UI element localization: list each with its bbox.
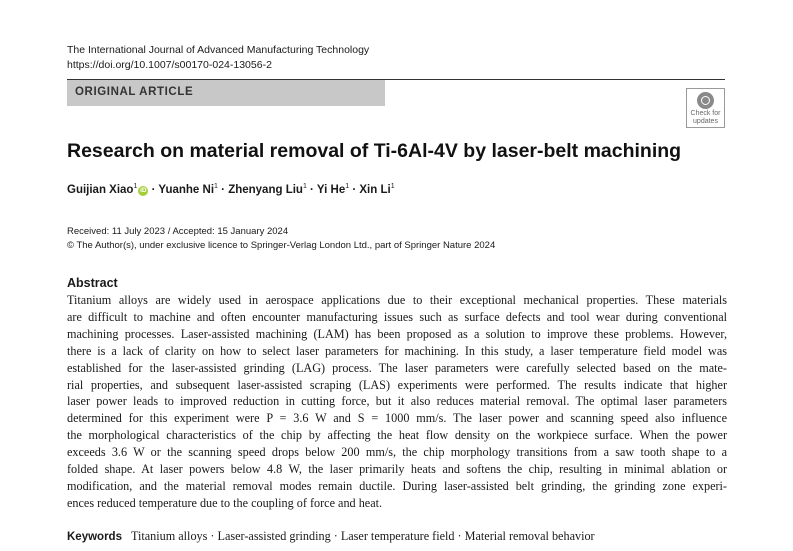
abstract-line: are difficult to machine and often encounter manufacturing issues such as surface defects and tool wear during conventional [67,309,727,324]
abstract-heading: Abstract [67,276,118,290]
keywords-list: Titanium alloys · Laser-assisted grinding · Laser temperature field · Material removal behavior [130,529,595,543]
copyright-notice: © The Author(s), under exclusive licence to Springer-Verlag London Ltd., part of Springer Nature 2024 [67,240,496,251]
abstract-line: established for the laser-assisted grinding (LAG) process. The laser parameters were carefully selected based on the mate- [67,360,727,375]
abstract-line: ences reduced temperature due to the coupling of force and heat. [67,495,383,510]
keywords-section [67,527,595,545]
author-separator: · [310,184,314,196]
orcid-icon[interactable]: iD [140,187,147,194]
article-title: Research on material removal of Ti-6Al-4V by laser-belt machining [67,140,682,162]
author-name[interactable]: Zhenyang Liu [228,184,303,196]
abstract-line: Titanium alloys are widely used in aerospace applications due to their exceptional mechanical properties. These materials [67,293,727,307]
author-affiliation: 1 [133,183,138,190]
abstract-line: exceeds 3.6 W or the scanning speed drops below 200 mm/s, the chip morphology transitions from a saw tooth shape to a [67,445,727,460]
author-separator: · [352,184,357,196]
author-name[interactable]: Yi He [316,184,346,196]
abstract-line: determined for this experiment were P = 3.6 W and S = 1000 mm/s. The laser power and scanning speed also influence [67,411,727,426]
article-type-label: ORIGINAL ARTICLE [75,86,194,98]
check-for-updates-button[interactable] [686,88,725,128]
author-list [67,184,395,196]
author-name[interactable]: Yuanhe Ni [158,184,215,196]
abstract-line: there is a lack of clarity on how to select laser parameters for machining. In this study, a laser temperature field model was [67,343,727,358]
abstract-body [67,292,727,512]
check-updates-label: Check for updates [690,110,721,125]
author-affiliation: 1 [345,183,350,190]
author-affiliation: 1 [214,183,218,190]
author-name[interactable]: Xin Li [359,184,391,196]
author-affiliation: 1 [302,183,307,190]
article-type-banner [67,80,385,106]
abstract-line: laser power leads to improved reduction in cutting force, but it also reduces material removal. The optimal laser parameters [67,394,727,409]
journal-name: The International Journal of Advanced Manufacturing Technology [67,44,370,56]
keywords-label: Keywords [67,531,122,543]
doi-link[interactable]: https://doi.org/10.1007/s00170-024-13056-2 [67,59,272,71]
abstract-line: rial properties, and subsequent laser-assisted scraping (LAS) experiments were performed. The results indicate that higher [67,377,727,392]
abstract-line: folded shape. At laser powers below 4.8 W, the laser primarily heats and softens the chip, resulting in minimal ablation or [67,462,727,477]
received-accepted-dates: Received: 11 July 2023 / Accepted: 15 January 2024 [67,226,289,237]
abstract-line: machining processes. Laser-assisted machining (LAM) has been proposed as a solution to improve these problems. However, [67,326,727,341]
check-updates-icon [697,92,714,109]
author-name[interactable]: Guijian Xiao [67,184,134,196]
author-affiliation: 1 [390,183,395,190]
author-separator: · [221,184,225,196]
abstract-line: modification, and the material removal modes remain ductile. During laser-assisted belt grinding, the grinding zone experi- [67,478,727,493]
author-separator: · [151,184,156,196]
abstract-line: the morphological characteristics of the chip by affecting the heat flow density on the workpiece surface. When the power [67,428,727,443]
